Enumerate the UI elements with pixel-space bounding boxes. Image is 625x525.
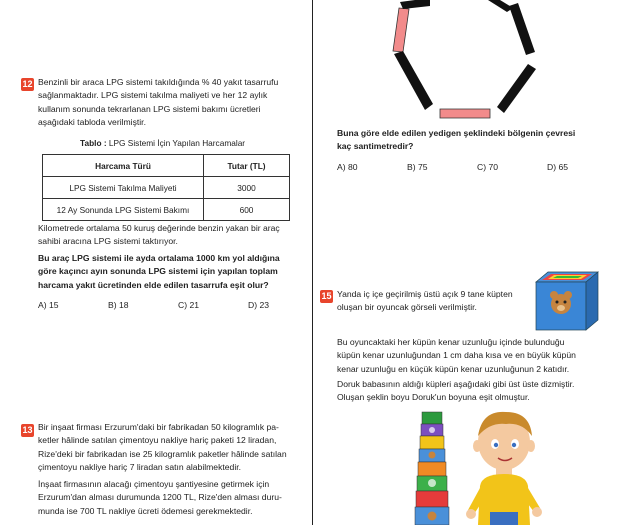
heptagon-side-pink (440, 109, 490, 118)
q12-intro-line: kullanım sonunda tekrarlanan LPG sistemi bakımı ücretleri (38, 103, 261, 114)
table-cell: 3000 (204, 177, 290, 199)
table-caption-text: LPG Sistemi İçin Yapılan Harcamalar (106, 138, 246, 148)
heptagon-side-black (509, 3, 535, 55)
table-cell: 12 Ay Sonunda LPG Sistemi Bakımı (43, 199, 204, 221)
q14-choice-c[interactable]: C) 70 (477, 162, 499, 172)
q14-question-line: Buna göre elde edilen yedigen şeklindeki bölgenin çevresi (337, 128, 576, 138)
question-12-intro (38, 76, 308, 130)
table-header-cell: Harcama Türü (43, 155, 204, 177)
heptagon-side-black (497, 64, 536, 113)
table-header-cell: Tutar (TL) (204, 155, 290, 177)
table-cell: 600 (204, 199, 290, 221)
q12-info-line: sahibi aracına LPG sistemi taktırıyor. (38, 236, 178, 247)
stacked-cubes-image (412, 410, 452, 525)
q15-line: küpün kenar uzunluğundan 1 cm daha kısa ve en büyük küpün (337, 350, 576, 361)
q12-intro-line: sağlanmaktadır. LPG sistemi takılma maliyeti ve her 12 aylık (38, 90, 268, 101)
question-15-paragraph-2 (337, 336, 623, 376)
q14-choice-d[interactable]: D) 65 (547, 162, 569, 172)
q14-question-line: kaç santimetredir? (337, 141, 414, 152)
q13-line: Bir inşaat firması Erzurum'daki bir fabrikadan 50 kilogramlık pa- (38, 422, 279, 432)
q15-line: Bu oyuncaktaki her küpün kenar uzunluğu içinde bulunduğu (337, 337, 565, 347)
question-13-text (38, 421, 310, 475)
expense-table (42, 154, 290, 221)
q13-line: çimentoyu nakliye hariç 7 liradan satın alabilmektedir. (38, 462, 242, 473)
question-15-number: 15 (321, 291, 332, 301)
q13-line: Erzurum'dan alması durumunda 1200 TL, Rize'den alması duru- (38, 492, 282, 503)
nested-cubes-toy-image (530, 270, 602, 332)
question-15-paragraph-3 (337, 378, 623, 405)
table-row (43, 199, 290, 221)
q14-choice-b[interactable]: B) 75 (407, 162, 428, 172)
heptagon-side-black (488, 0, 513, 12)
table-header-row (43, 155, 290, 177)
heptagon-figure (385, 0, 545, 122)
q15-line: Doruk babasının aldığı küpleri aşağıdaki gibi üst üste dizmiştir. (337, 379, 575, 389)
table-row (43, 177, 290, 199)
q12-choice-d[interactable]: D) 23 (248, 300, 270, 310)
q12-question-line: göre kaçıncı ayın sonunda LPG sistemi için yapılan toplam (38, 266, 278, 277)
q13-line: munda ise 700 TL nakliye ücreti ödemesi gerekmektedir. (38, 505, 253, 516)
boy-doruk-image (460, 406, 550, 525)
q12-choice-b[interactable]: B) 18 (108, 300, 129, 310)
q12-question-line: harcama yakıt ücretinden elde edilen tasarrufa eşit olur? (38, 279, 269, 290)
q15-intro-line: Yanda iç içe geçirilmiş üstü açık 9 tane küpten (337, 289, 513, 299)
table-caption (80, 138, 245, 148)
heptagon-side-pink (393, 8, 409, 52)
heptagon-side-black (400, 0, 430, 9)
q12-choice-c[interactable]: C) 21 (178, 300, 200, 310)
question-13-text-2 (38, 478, 310, 518)
table-cell: LPG Sistemi Takılma Maliyeti (43, 177, 204, 199)
q14-choice-a[interactable]: A) 80 (337, 162, 358, 172)
q13-line: İnşaat firmasının alacağı çimentoyu şantiyesine getirmek için (38, 479, 270, 489)
q12-intro-line: aşağıdaki tabloda verilmiştir. (38, 117, 146, 128)
question-12-number: 12 (22, 79, 33, 89)
q12-info-line: Kilometrede ortalama 50 kuruş değerinde benzin yakan bir araç (38, 223, 280, 233)
question-12-question (38, 252, 310, 292)
question-14-question (337, 127, 622, 154)
column-divider (312, 0, 313, 525)
q15-intro-line: oluşan bir oyuncak görseli verilmiştir. (337, 302, 477, 313)
q13-line: ketler hâlinde satılan çimentoyu nakliye hariç paketi 12 liradan, (38, 435, 277, 446)
question-13-number: 13 (22, 425, 33, 435)
table-caption-label: Tablo : (80, 138, 107, 148)
question-15-intro (337, 288, 537, 315)
question-12-info (38, 222, 308, 249)
q12-question-line: Bu araç LPG sistemi ile ayda ortalama 1000 km yol aldığına (38, 253, 280, 263)
q15-line: kenar uzunluğu en küçük küpün kenar uzunluğunun 2 katıdır. (337, 363, 570, 374)
q15-line: Oluşan şeklin boyu Doruk'un boyuna eşit olmuştur. (337, 392, 530, 403)
q12-intro-line: Benzinli bir araca LPG sistemi takıldığında % 40 yakıt tasarrufu (38, 77, 279, 87)
q13-line: Rize'deki bir fabrikadan ise 25 kilogramlık paketler hâlinde satılan (38, 448, 287, 459)
heptagon-side-black (394, 51, 433, 110)
q12-choice-a[interactable]: A) 15 (38, 300, 59, 310)
